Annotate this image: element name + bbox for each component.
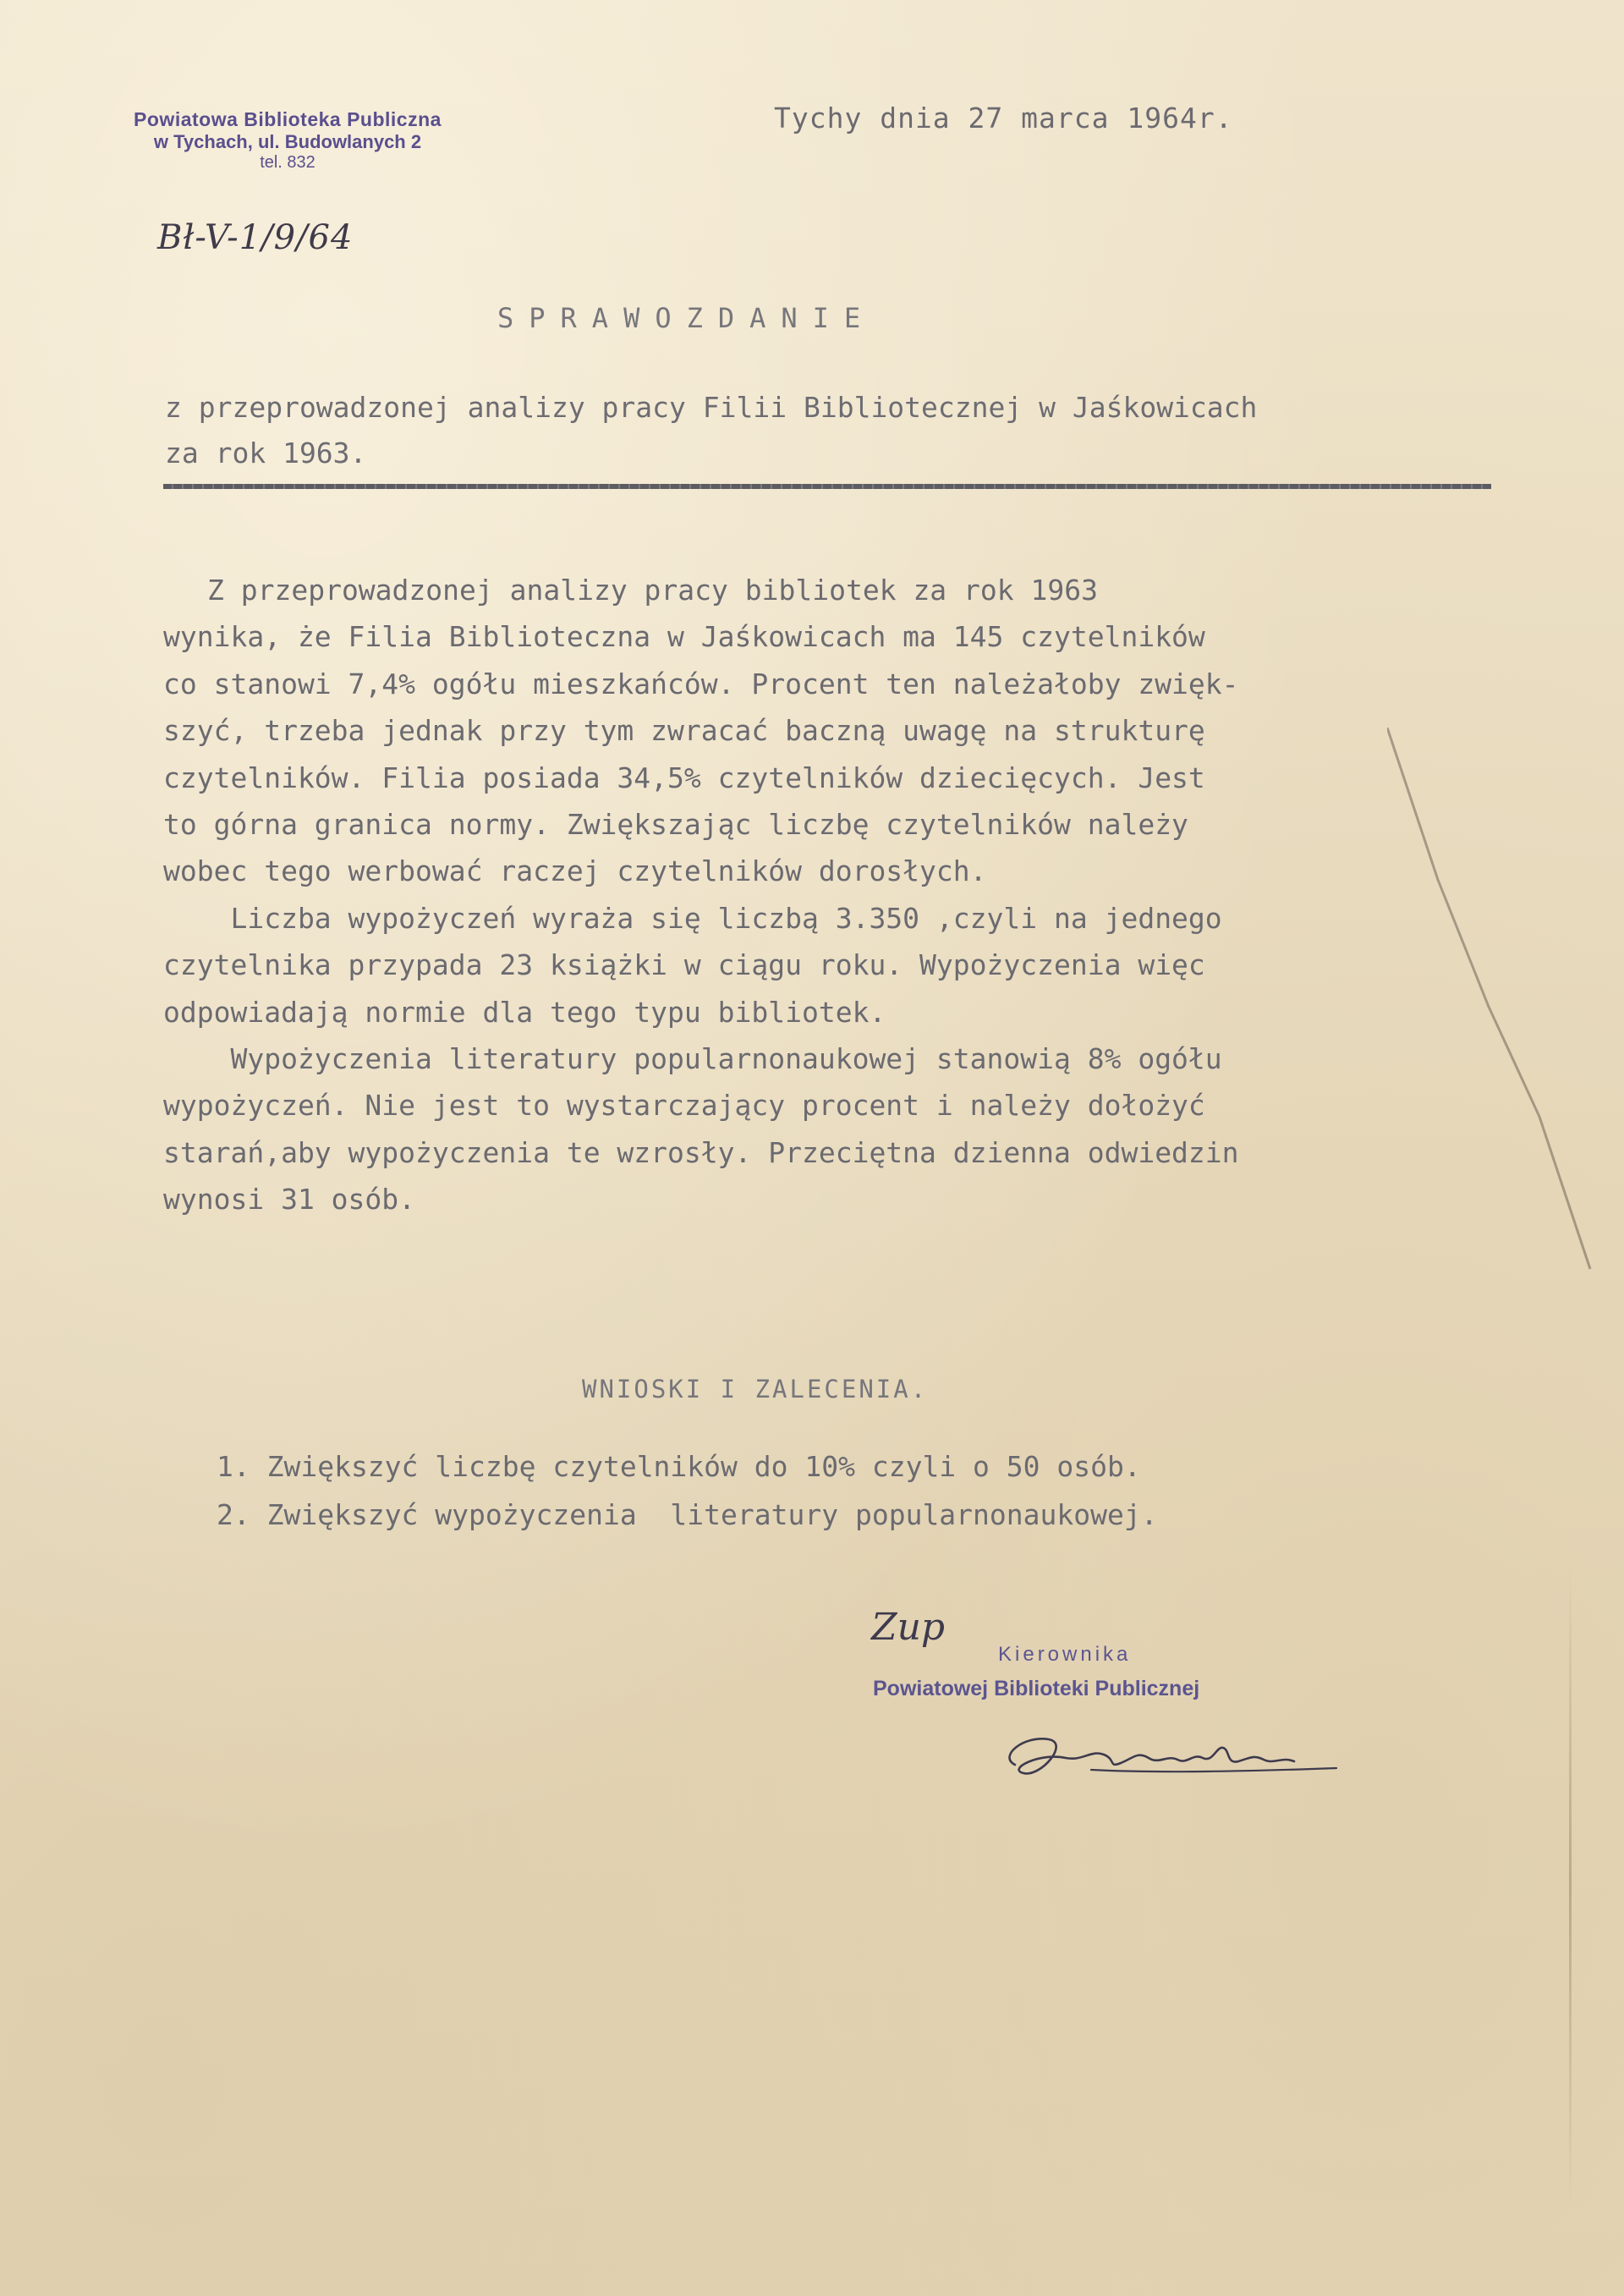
body-line: wynika, że Filia Biblioteczna w Jaśkowicach ma 145 czytelników bbox=[163, 620, 1205, 654]
body-line: Liczba wypożyczeń wyraża się liczbą 3.350 ,czyli na jednego bbox=[163, 901, 1222, 935]
report-body bbox=[163, 567, 1527, 1223]
body-line: odpowiadają normie dla tego typu bibliotek. bbox=[163, 995, 886, 1029]
body-line: starań,aby wypożyczenia te wzrosły. Przeciętna dzienna odwiedzin bbox=[163, 1135, 1239, 1169]
body-line: Z przeprowadzonej analizy pracy bibliotek za rok 1963 bbox=[207, 574, 1098, 607]
conclusions-list bbox=[217, 1442, 1485, 1539]
paper-edge-crease bbox=[1569, 1565, 1572, 2208]
stamp-line-3: tel. 832 bbox=[260, 153, 315, 173]
handwritten-signature bbox=[990, 1706, 1345, 1799]
subject-line-1: z przeprowadzonej analizy pracy Filii Bibliotecznej w Jaśkowicach bbox=[165, 391, 1258, 424]
conclusions-heading: WNIOSKI I ZALECENIA. bbox=[582, 1375, 929, 1403]
body-line: szyć, trzeba jednak przy tym zwracać baczną uwagę na strukturę bbox=[163, 714, 1205, 748]
body-line: wobec tego werbować raczej czytelników dorosłych. bbox=[163, 854, 987, 888]
signature-library-stamp: Powiatowej Biblioteki Publicznej bbox=[873, 1677, 1200, 1700]
body-line: wynosi 31 osób. bbox=[163, 1183, 416, 1217]
stamp-line-2: w Tychach, ul. Budowlanych 2 bbox=[153, 131, 422, 153]
signature-role: Kierownika bbox=[998, 1643, 1132, 1666]
body-line: wypożyczeń. Nie jest to wystarczający procent i należy dołożyć bbox=[163, 1089, 1205, 1123]
body-line: co stanowi 7,4% ogółu mieszkańców. Procent ten należałoby zwięk- bbox=[163, 667, 1239, 700]
body-line: Wypożyczenia literatury popularnonaukowej stanowią 8% ogółu bbox=[163, 1042, 1222, 1076]
signature-block bbox=[871, 1606, 1345, 1809]
body-line: czytelnika przypada 23 książki w ciągu roku. Wypożyczenia więc bbox=[163, 948, 1205, 982]
list-item: 1. Zwiększyć liczbę czytelników do 10% czyli o 50 osób. bbox=[217, 1450, 1141, 1483]
body-line: czytelników. Filia posiada 34,5% czytelników dziecięcych. Jest bbox=[163, 761, 1205, 794]
date-line: Tychy dnia 27 marca 1964r. bbox=[774, 102, 1233, 135]
report-subject bbox=[165, 385, 1518, 476]
signature-zup: Zup bbox=[871, 1606, 946, 1649]
page-title: SPRAWOZDANIE bbox=[497, 302, 876, 334]
title-underline bbox=[163, 484, 1491, 489]
body-line: to górna granica normy. Zwiększając liczbę czytelników należy bbox=[163, 808, 1188, 842]
library-stamp bbox=[127, 108, 448, 173]
reference-number: Bł-V-1/9/64 bbox=[157, 218, 354, 257]
stamp-line-1: Powiatowa Biblioteka Publiczna bbox=[134, 108, 442, 130]
subject-line-2: za rok 1963. bbox=[165, 437, 367, 470]
list-item: 2. Zwiększyć wypożyczenia literatury popularnonaukowej. bbox=[217, 1498, 1158, 1531]
